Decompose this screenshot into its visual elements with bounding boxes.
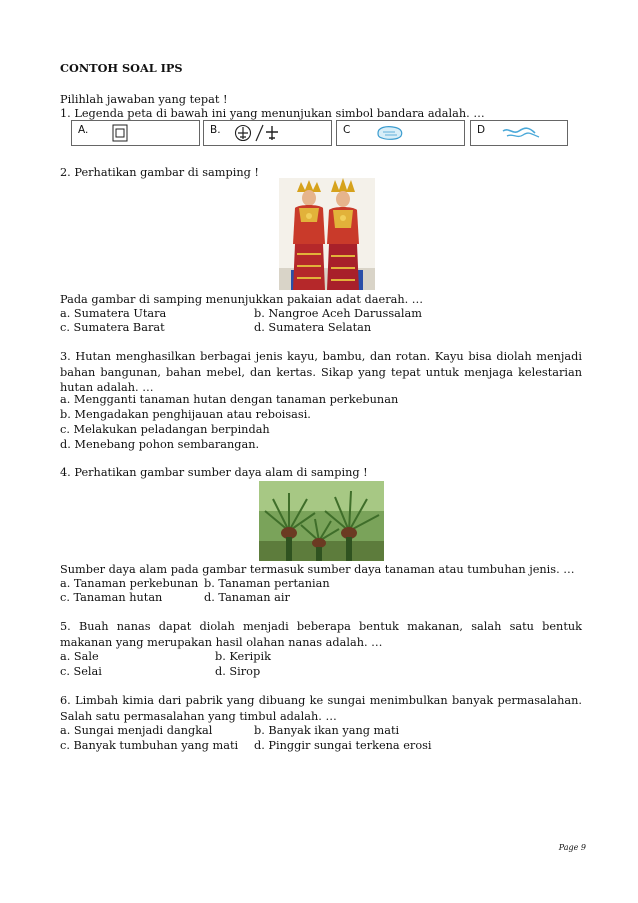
q2-option-d: d. Sumatera Selatan xyxy=(254,321,372,334)
q6-option-c: c. Banyak tumbuhan yang mati xyxy=(60,739,239,752)
q3-text: 3. Hutan menghasilkan berbagai jenis kayu, bambu, dan rotan. Kayu bisa diolah menjadi bahan bangunan, bahan mebel, dan kertas. Sikap yang tepat untuk menjaga kelestarian hutan adalah. … xyxy=(60,350,582,395)
q3-option-d: d. Menebang pohon sembarangan. xyxy=(60,438,260,451)
legend-option-a-label: A. xyxy=(78,124,89,136)
q5-option-d: d. Sirop xyxy=(215,665,261,678)
legend-option-a xyxy=(71,120,200,146)
legend-option-c xyxy=(336,120,465,146)
palm-oil-photo xyxy=(259,481,384,561)
q5-text: 5. Buah nanas dapat diolah menjadi beberapa bentuk makanan, salah satu bentuk makanan yang merupakan hasil olahan nanas adalah. … xyxy=(60,620,582,649)
q1-text: 1. Legenda peta di bawah ini yang menunjukan simbol bandara adalah. … xyxy=(60,107,485,120)
q2-option-b: b. Nangroe Aceh Darussalam xyxy=(254,307,422,320)
legend-option-c-label: C xyxy=(343,124,351,136)
q5-option-b: b. Keripik xyxy=(215,650,271,663)
q3-option-c: c. Melakukan peladangan berpindah xyxy=(60,423,270,436)
q4-option-d: d. Tanaman air xyxy=(204,591,290,604)
q4-option-b: b. Tanaman pertanian xyxy=(204,577,330,590)
q6-option-b: b. Banyak ikan yang mati xyxy=(254,724,400,737)
palm-plant-image xyxy=(259,481,384,561)
q4-text: 4. Perhatikan gambar sumber daya alam di samping ! xyxy=(60,466,368,479)
q6-option-d: d. Pinggir sungai terkena erosi xyxy=(254,739,432,752)
q3-option-a: a. Mengganti tanaman hutan dengan tanaman perkebunan xyxy=(60,393,399,406)
instruction: Pilihlah jawaban yang tepat ! xyxy=(60,93,228,106)
q4-option-a: a. Tanaman perkebunan xyxy=(60,577,199,590)
legend-option-b-label: B. xyxy=(210,124,221,136)
legend-option-d xyxy=(470,120,568,146)
q6-text: 6. Limbah kimia dari pabrik yang dibuang ke sungai menimbulkan banyak permasalahan. Salah satu permasalahan yang timbul adalah. … xyxy=(60,694,582,723)
q2-option-a: a. Sumatera Utara xyxy=(60,307,167,320)
q4-option-c: c. Tanaman hutan xyxy=(60,591,163,604)
q3-option-b: b. Mengadakan penghijauan atau reboisasi. xyxy=(60,408,311,421)
traditional-costume-image xyxy=(279,178,375,290)
q5-option-a: a. Sale xyxy=(60,650,99,663)
page-number: Page 9 xyxy=(558,843,586,852)
q4-question: Sumber daya alam pada gambar termasuk sumber daya tanaman atau tumbuhan jenis. … xyxy=(60,563,575,576)
page-title: CONTOH SOAL IPS xyxy=(60,61,183,75)
river-symbol-icon xyxy=(501,125,541,141)
lake-symbol-icon xyxy=(375,124,405,142)
q2-text: 2. Perhatikan gambar di samping ! xyxy=(60,166,259,179)
q5-option-c: c. Selai xyxy=(60,665,102,678)
legend-option-d-label: D xyxy=(477,124,486,136)
traditional-costume-photo xyxy=(279,178,375,290)
airport-symbol-icon xyxy=(234,123,286,143)
q2-option-c: c. Sumatera Barat xyxy=(60,321,165,334)
q2-question: Pada gambar di samping menunjukkan pakaian adat daerah. … xyxy=(60,293,424,306)
square-symbol-icon xyxy=(112,124,128,142)
legend-option-b xyxy=(203,120,332,146)
q6-option-a: a. Sungai menjadi dangkal xyxy=(60,724,213,737)
